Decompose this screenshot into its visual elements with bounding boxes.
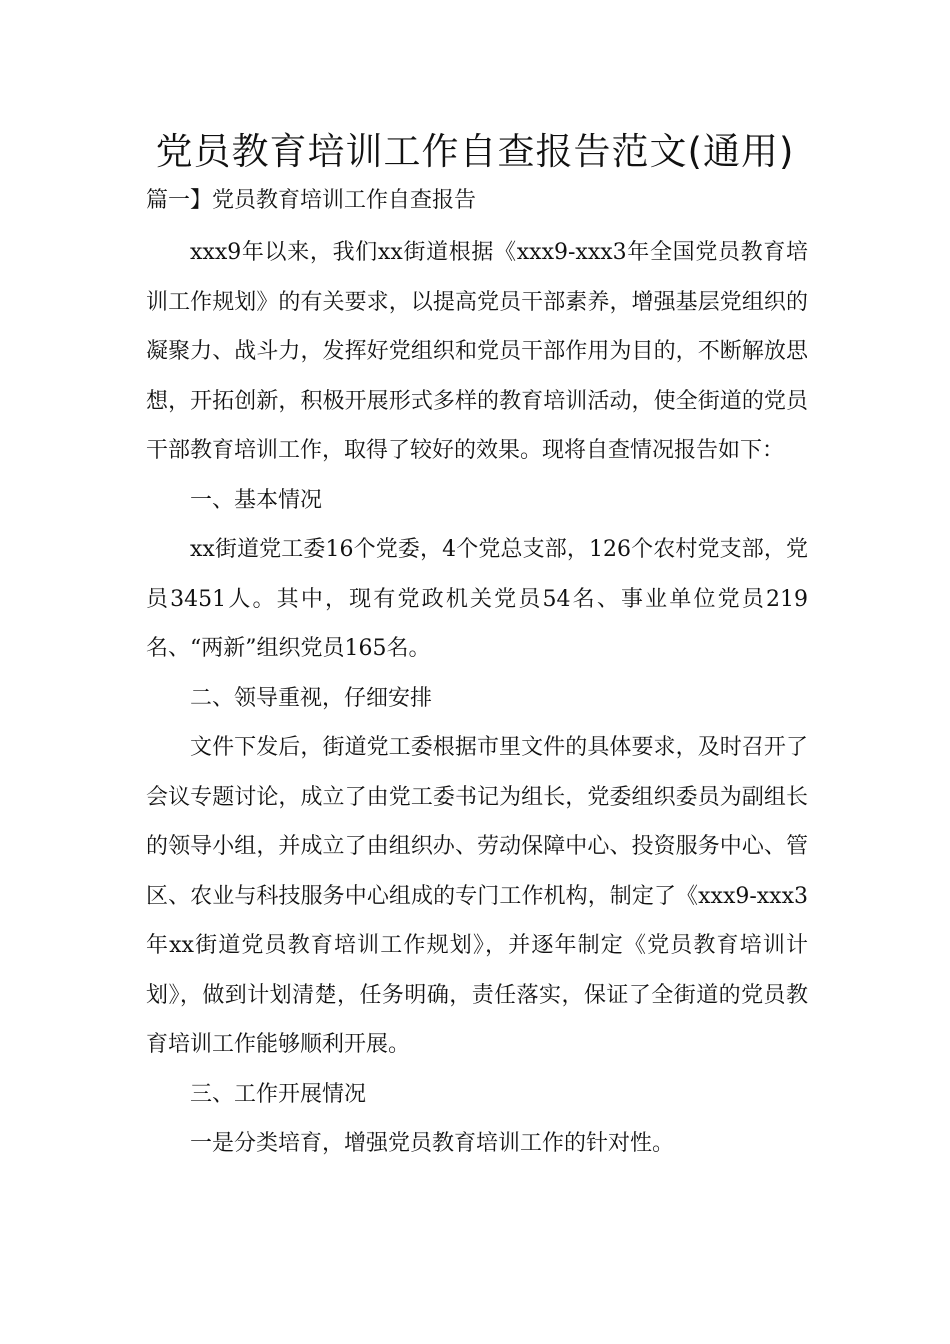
paragraph-work-progress: 一是分类培育，增强党员教育培训工作的针对性。 [190, 1131, 675, 1156]
heading-work-progress: 三、工作开展情况 [190, 1081, 367, 1107]
paragraph-basic-situation: xx街道党工委16个党委，4个党总支部，126个农村党支部，党员3451人。其中，现有党政机关党员54名、事业单位党员219名、“两新”组织党员165名。 [146, 537, 808, 661]
paragraph-intro: xxx9年以来，我们xx街道根据《xxx9-xxx3年全国党员教育培训工作规划》的有关要求，以提高党员干部素养，增强基层党组织的凝聚力、战斗力，发挥好党组织和党员干部作用为目的，不断解放思想，开拓创新，积极开展形式多样的教育培训活动，使全街道的党员干部教育培训工作，取得了较好的效果。现将自查情况报告如下： [146, 240, 808, 463]
heading-leadership: 二、领导重视，仔细安排 [190, 685, 433, 711]
paragraph-leadership: 文件下发后，街道党工委根据市里文件的具体要求，及时召开了会议专题讨论，成立了由党工委书记为组长，党委组织委员为副组长的领导小组，并成立了由组织办、劳动保障中心、投资服务中心、管区、农业与科技服务中心组成的专门工作机构，制定了《xxx9-xxx3年xx街道党员教育培训工作规划》，并逐年制定《党员教育培训计划》，做到计划清楚，任务明确，责任落实，保证了全街道的党员教育培训工作能够顺利开展。 [146, 735, 808, 1057]
document-title: 党员教育培训工作自查报告范文(通用) [155, 130, 795, 173]
heading-basic-situation: 一、基本情况 [190, 487, 323, 513]
document-body [146, 228, 808, 1169]
section-subheading: 篇一】党员教育培训工作自查报告 [146, 188, 477, 213]
